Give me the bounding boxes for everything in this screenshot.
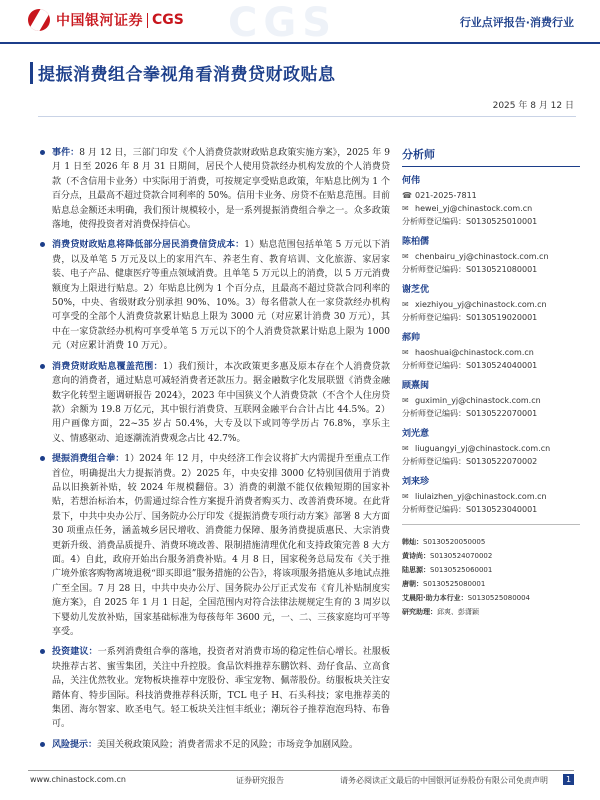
phone-icon: ☎	[402, 191, 412, 200]
bullet-icon	[40, 364, 45, 369]
section-risk	[52, 738, 390, 752]
analyst-card	[402, 173, 580, 228]
analyst-email[interactable]: ✉ xiezhiyou_yj@chinastock.com.cn	[402, 300, 547, 309]
page-number: 1	[563, 774, 574, 785]
analyst-reg: 分析师登记编码：S0130524040001	[402, 361, 538, 370]
section-text: 8 月 12 日，三部门印发《个人消费贷款财政贴息政策实施方案》，2025 年 9 月 1 日至 2026 年 8 月 31 日期间，居民个人使用贷款经办机构发放的个人消费贷款（不含信用卡业务）中实际用于消费，可按规定享受贴息政策，年贴息比例为 1 个百分点，且最高不超过贷款合同利率的 50%。信用卡业务、房贷不在贴息范围。目前贴息总金额还未明确，我们预计规模较小，是一系列提振消费组合拳之一。众多政策落地，使得投资者对消费保持信心。	[52, 148, 390, 231]
analyst-reg: 分析师登记编码：S0130522070002	[402, 457, 538, 466]
contributor-line: 唐朝：S0130525080001	[402, 580, 486, 588]
company-logo	[28, 9, 184, 31]
mail-icon: ✉	[402, 252, 409, 261]
analyst-name: 刘来珍	[402, 477, 430, 487]
section-coverage	[52, 360, 390, 446]
section-investment	[52, 645, 390, 731]
mail-icon: ✉	[402, 444, 409, 453]
footer-divider	[28, 770, 574, 771]
section-text: 美国关税政策风险；消费者需求不足的风险；市场竞争加剧风险。	[97, 739, 359, 750]
section-label: 投资建议：	[52, 647, 98, 658]
bullet-icon	[40, 150, 45, 155]
section-policy-combo	[52, 452, 390, 639]
analyst-name: 谢芝优	[402, 285, 430, 295]
section-cost	[52, 238, 390, 353]
contributor-line: 陆思源：S0130525060001	[402, 566, 493, 574]
bullet-icon	[40, 742, 45, 747]
analyst-email[interactable]: ✉ haoshuai@chinastock.com.cn	[402, 348, 534, 357]
footer-website[interactable]: www.chinastock.com.cn	[30, 775, 126, 784]
section-text: 一系列消费组合拳的落地，投资者对消费市场的稳定性信心增长。社服板块推荐古茗、蜜雪集团，关注中升控股。食品饮料推荐东鹏饮料、劲仔食品、立高食品，关注优然牧业。宠物板块推荐中宠股份、乖宝宠物、佩蒂股份。纺服板块关注安踏体育、特步国际。科技消费推荐科沃斯，TCL 电子 H、石头科技；家电推荐美的集团、海尔智家、欧圣电气。轻工板块关注恒丰纸业；潮玩谷子推荐泡泡玛特、布鲁可。	[52, 647, 390, 730]
analyst-name: 陈柏儒	[402, 237, 430, 247]
section-text: 1）我们预计，本次政策更多惠及原本存在个人消费贷款意向的消费者，通过贴息可减轻消费者还款压力。据金融数字化发展联盟《消费金融数字化转型主题调研报告 2024》，2023 年中国狭义个人消费贷款（不含个人住房贷款）余额为 19.8 万亿元，其中银行消费贷、互联网金融平台合计占比 44.5%。2）用户画像方面，22~35 岁占 50.4%，大专及以下或同等学历占 76.8%，享乐主义、情感驱动、追逐潮流消费观念占比 42.7%。	[52, 361, 390, 444]
analyst-card	[402, 474, 580, 516]
title-divider	[38, 116, 576, 117]
analyst-card	[402, 330, 580, 372]
logo-cgs: CGS	[152, 12, 184, 28]
mail-icon: ✉	[402, 396, 409, 405]
mail-icon: ✉	[402, 300, 409, 309]
analyst-name: 顾熹闽	[402, 381, 430, 391]
analyst-sidebar	[402, 146, 580, 619]
analyst-reg: 分析师登记编码：S0130519020001	[402, 313, 538, 322]
analyst-card	[402, 426, 580, 468]
page-header	[0, 0, 600, 44]
analyst-card	[402, 234, 580, 276]
analyst-card	[402, 378, 580, 420]
footer-disclaimer: 请务必阅读正文最后的中国银河证券股份有限公司免责声明	[340, 776, 548, 785]
analyst-email[interactable]: ✉ hewei_yj@chinastock.com.cn	[402, 204, 533, 213]
analyst-card	[402, 282, 580, 324]
section-label: 风险提示：	[52, 739, 98, 750]
section-label: 提振消费组合拳：	[52, 454, 125, 465]
sidebar-divider	[402, 524, 580, 525]
analyst-email[interactable]: ✉ liulaizhen_yj@chinastock.com.cn	[402, 492, 547, 501]
section-text: 1）2024 年 12 月，中央经济工作会议将扩大内需提升至重点工作首位，明确提出大力提振消费。2）2025 年，中央安排 3000 亿特别国债用于消费品以旧换新补贴，较 2024 年规模翻倍。3）消费的刺激不能仅依赖短期的国家补贴，若想治标治本，仍需通过综合性方案提升消费者购买力、改善消费环境。在此背景下，中共中央办公厅、国务院办公厅印发《提振消费专项行动方案》部署 8 大方面 30 项重点任务，涵盖城乡居民增收、消费能力保障、服务消费提质惠民、大宗消费更新升级、消费品质提升、消费环境改善、限制措施清理优化和支持政策完善 8 大方面。4）自此，政府开始出台服务消费补贴。4 月 8 日，国家税务总局发布《关于推广境外旅客购物离境退税“即买即退”服务措施的公告》，将该项服务措施从多地试点推广至全国。7 月 28 日，中共中央办公厅、国务院办公厅正式发布《育儿补贴制度实施方案》，自 2025 年 1 月 1 日起，全国范围内对符合法律法规规定生育的 3 周岁以下婴幼儿发放补贴，国家基础标准为每孩每年 3600 元，一、二、三孩家庭均可平等享受。	[52, 454, 390, 637]
report-title: 提振消费组合拳视角看消费贷财政贴息	[38, 65, 336, 85]
mail-icon: ✉	[402, 348, 409, 357]
report-type: 行业点评报告·消费行业	[459, 16, 574, 29]
bullet-icon	[40, 242, 45, 247]
analyst-email[interactable]: ✉ liuguangyi_yj@chinastock.com.cn	[402, 444, 551, 453]
section-text: 1）贴息范围包括单笔 5 万元以下消费，以及单笔 5 万元及以上的家用汽车、养老生育、教育培训、文化旅游、家居家装、电子产品、健康医疗等重点领域消费。且单笔 5 万元以上的消费，以 5 万元消费额度为上限进行贴息。2）年贴息比例为 1 个百分点，且最高不超过贷款合同利率的 50%，中央、省级财政分别承担 90%、10%。3）每名借款人在一家贷款经办机构可享受的全部个人消费贷款累计贴息上限为 3000 元（对应累计消费 30 万元），其中在一家贷款经办机构可享受单笔 5 万元以下的个人消费贷款累计贴息上限为 1000 元（对应累计消费 10 万元）。	[52, 240, 390, 352]
section-label: 消费贷财政贴息覆盖范围：	[52, 361, 163, 372]
section-event	[52, 146, 390, 232]
bullet-icon	[40, 649, 45, 654]
analyst-reg: 分析师登记编码：S0130521080001	[402, 265, 538, 274]
section-label: 事件：	[52, 148, 80, 158]
logo-separator	[147, 13, 148, 28]
analyst-reg: 分析师登记编码：S0130523040001	[402, 505, 538, 514]
contributor-line: 韩灿：S0130520050005	[402, 538, 486, 546]
main-content	[52, 146, 390, 758]
logo-text: 中国银河证券	[56, 13, 143, 29]
title-accent-bar	[30, 62, 33, 84]
bullet-icon	[40, 456, 45, 461]
section-label: 消费贷财政贴息将降低部分居民消费信贷成本：	[52, 240, 245, 251]
analyst-email[interactable]: ✉ chenbairu_yj@chinastock.com.cn	[402, 252, 549, 261]
analyst-name: 郝帅	[402, 333, 421, 343]
contributor-line: 黄诗尚：S0130524070002	[402, 552, 493, 560]
title-block	[38, 60, 578, 85]
logo-icon	[28, 9, 50, 31]
mail-icon: ✉	[402, 492, 409, 501]
report-date: 2025 年 8 月 12 日	[492, 101, 574, 111]
contributor-line: 研究助理：邱爽、彭潇颖	[402, 608, 479, 616]
other-contributors	[402, 535, 580, 619]
analyst-name: 何伟	[402, 176, 421, 186]
analyst-reg: 分析师登记编码：S0130522070001	[402, 409, 538, 418]
analyst-email[interactable]: ✉ guximin_yj@chinastock.com.cn	[402, 396, 541, 405]
mail-icon: ✉	[402, 204, 409, 213]
contributor-line: 艾晨阳·助力本行业：S0130525080004	[402, 594, 531, 602]
footer-doc-type: 证券研究报告	[236, 776, 284, 785]
sidebar-title: 分析师	[402, 146, 580, 167]
analyst-name: 刘光意	[402, 429, 430, 439]
analyst-phone: ☎ 021-2025-7811	[402, 191, 477, 200]
header-watermark: CGS	[228, 0, 337, 46]
analyst-reg: 分析师登记编码：S0130525010001	[402, 217, 538, 226]
